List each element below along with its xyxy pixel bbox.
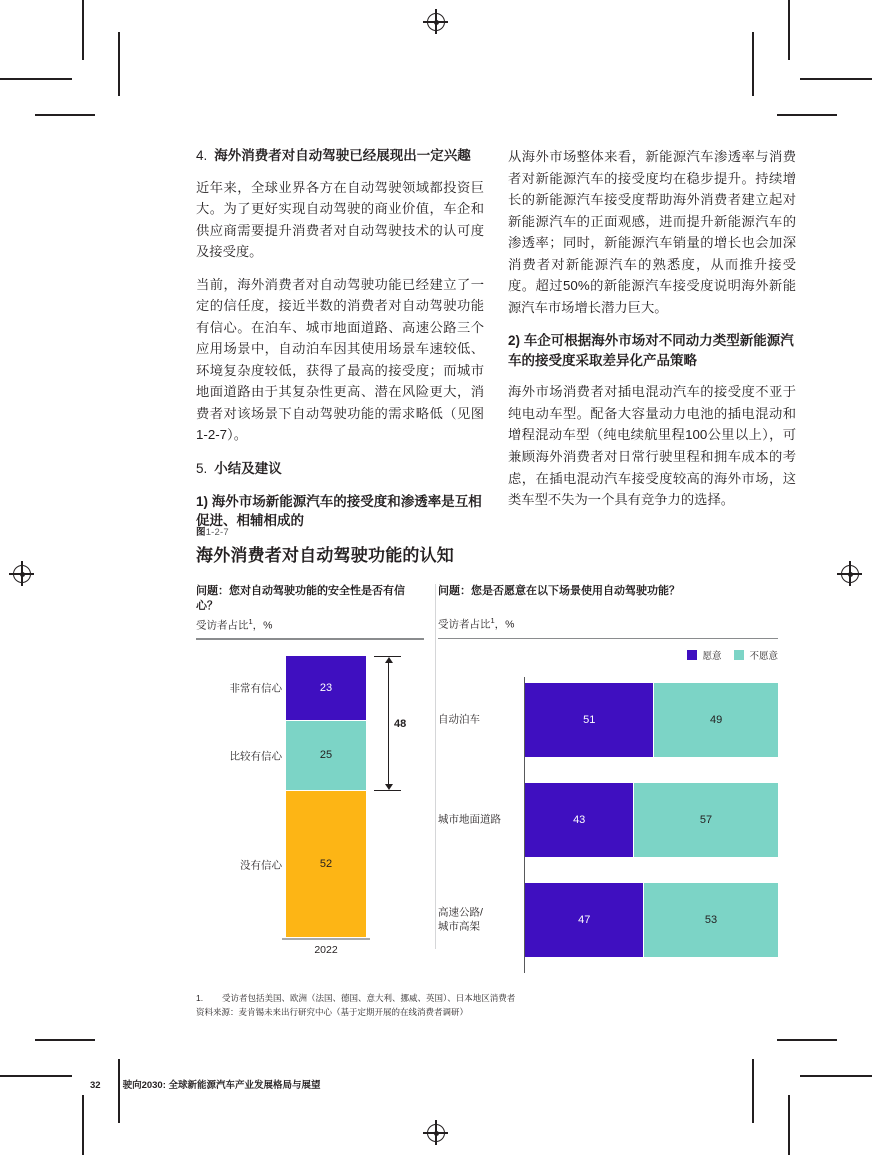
subheading-1: 1) 海外市场新能源汽车的接受度和渗透率是互相促进、相辅相成的	[196, 493, 482, 529]
legend-label-unwilling: 不愿意	[749, 651, 778, 663]
chart-legend	[438, 647, 778, 663]
footer-title: 驶向2030: 全球新能源汽车产业发展格局与展望	[122, 1080, 321, 1091]
chart-right-question: 问题：您是否愿意在以下场景使用自动驾驶功能？	[438, 585, 680, 597]
paragraph-left-2: 当前，海外消费者对自动驾驶功能已经建立了一定的信任度，接近半数的消费者对自动驾驶功能有信心。在泊车、城市地面道路、高速公路三个应用场景中，自动泊车因其使用场景车速较低、环境复杂度较低，获得了最高的接受度；而城市地面道路由于其复杂性更高、潜在风险更大，消费者对该场景下自动驾驶功能的需求略低（见图1-2-7）。	[196, 276, 484, 443]
bar-value-willing: 51	[583, 714, 596, 727]
exhibit-footnotes	[196, 992, 796, 1019]
bar-segment-unwilling	[654, 683, 778, 757]
bar-auto-parking	[525, 683, 778, 757]
section-heading-text: 海外消费者对自动驾驶已经展现出一定兴趣	[214, 148, 471, 163]
bar-value-unwilling: 57	[699, 814, 713, 827]
paragraph-right-1: 从海外市场整体来看，新能源汽车渗透率与消费者对新能源汽车的接受度均在稳步提升。持续增长的新能源汽车接受度帮助海外消费者建立起对新能源汽车的正面观感，进而提升新能源汽车的渗透率；同时，新能源汽车销量的增长也会加深消费者对新能源汽车的熟悉度，从而推升接受度。超过50%的新能源汽车接受度说明海外新能源汽车市场增长潜力巨大。	[508, 149, 796, 315]
chart-left-subtitle	[196, 617, 424, 639]
table-row	[438, 783, 778, 857]
section-heading-4	[196, 146, 484, 166]
chart-panel-left	[196, 584, 424, 979]
bar-label-line-1: 高速公路/	[438, 906, 483, 919]
bar-label-highway	[438, 907, 518, 934]
chart-left-subtitle-unit: ，%	[252, 619, 273, 632]
chart-right-rule	[438, 638, 778, 640]
bar-label-line-1: 城市地面道路	[438, 813, 501, 826]
page-footer	[90, 1077, 321, 1091]
exhibit-1-2-7	[196, 524, 796, 979]
bar-value-unwilling: 49	[709, 714, 723, 727]
footnote-1	[196, 992, 796, 1006]
section-heading-5	[196, 459, 484, 479]
legend-swatch-unwilling	[734, 650, 744, 660]
stack-segment-somewhat-confident	[286, 721, 366, 792]
stacked-column-category-labels	[196, 656, 282, 938]
exhibit-source: 资料来源：麦肯锡未来出行研究中心（基于定期开展的在线消费者调研）	[196, 1006, 469, 1017]
chart-left-subtitle-sup: 1	[248, 616, 253, 626]
paragraph-left-1: 近年来，全球业界各方在自动驾驶领域都投资巨大。为了更好实现自动驾驶的商业价值，车企和供应商需要提升消费者对自动驾驶技术的认可度及接受度。	[196, 179, 484, 260]
stack-value-somewhat-confident: 25	[319, 749, 333, 762]
chart-left-question: 问题：您对自动驾驶功能的安全性是否有信心？	[196, 585, 405, 613]
exhibit-panels	[196, 584, 796, 979]
section-number: 4.	[196, 148, 208, 163]
stack-value-very-confident: 23	[319, 681, 333, 694]
bar-label-urban-road	[438, 813, 518, 826]
footnote-text: 受访者包括美国、欧洲（法国、德国、意大利、挪威、英国）、日本地区消费者	[222, 993, 516, 1003]
stacked-column-baseline	[282, 938, 370, 941]
exhibit-label-prefix: 图	[196, 527, 206, 538]
horizontal-bar-chart	[438, 671, 778, 979]
chart-right-subtitle-unit: ，%	[494, 618, 515, 631]
bar-value-unwilling: 53	[704, 914, 718, 927]
footnote-mark: 1.	[196, 993, 204, 1003]
legend-item-unwilling	[734, 648, 778, 662]
chart-right-subtitle-text: 受访者占比	[438, 618, 491, 631]
category-label-very-confident: 非常有信心	[229, 682, 282, 695]
bracket-arrow-down-icon	[385, 784, 393, 790]
chart-panel-right	[438, 584, 778, 979]
text-column-left	[196, 146, 484, 542]
annotation-value: 48	[394, 717, 407, 730]
exhibit-number-value: 1-2-7	[205, 527, 229, 538]
stack-value-not-confident: 52	[319, 858, 333, 871]
stacked-column-bar	[286, 656, 366, 938]
bar-segment-willing	[525, 783, 634, 857]
bar-segment-unwilling	[634, 783, 778, 857]
table-row	[438, 683, 778, 757]
bar-segment-unwilling	[644, 883, 778, 957]
bar-label-line-1: 自动泊车	[438, 713, 480, 726]
legend-item-willing	[687, 648, 721, 662]
bar-label-line-2: 城市高架	[438, 920, 480, 933]
subheading-2: 2) 车企可根据海外市场对不同动力类型新能源汽车的接受度采取差异化产品策略	[508, 333, 794, 368]
annotation-bracket-48	[374, 656, 407, 791]
panel-divider	[435, 584, 436, 949]
category-label-not-confident: 没有信心	[240, 859, 282, 872]
text-column-right	[508, 146, 796, 522]
legend-label-willing: 愿意	[702, 651, 722, 663]
bar-highway	[525, 883, 778, 957]
legend-swatch-willing	[687, 650, 697, 660]
bar-segment-willing	[525, 683, 654, 757]
stacked-column-chart	[196, 656, 424, 964]
page-number: 32	[90, 1080, 101, 1091]
bar-value-willing: 47	[578, 914, 591, 927]
bar-urban-road	[525, 783, 778, 857]
exhibit-number	[196, 524, 796, 538]
exhibit-title: 海外消费者对自动驾驶功能的认知	[196, 546, 454, 565]
category-label-somewhat-confident: 比较有信心	[229, 750, 282, 763]
bar-label-auto-parking	[438, 713, 518, 726]
chart-left-rule	[196, 638, 424, 640]
paragraph-right-2: 海外市场消费者对插电混动汽车的接受度不亚于纯电动车型。配备大容量动力电池的插电混动和增程混动车型（纯电续航里程100公里以上），可兼顾海外消费者对日常行驶里程和拥车成本的考虑，在插电混动汽车接受度较高的海外市场，这类车型不失为一个具有竞争力的选择。	[508, 384, 796, 508]
chart-left-subtitle-text: 受访者占比	[196, 619, 249, 632]
chart-right-subtitle-sup: 1	[490, 616, 495, 625]
bracket-arrow-up-icon	[385, 657, 393, 663]
section-heading-text-2: 小结及建议	[214, 460, 282, 476]
stacked-column-x-label: 2022	[314, 943, 338, 956]
stack-segment-not-confident	[286, 791, 366, 938]
stack-segment-very-confident	[286, 656, 366, 721]
chart-right-subtitle	[438, 616, 778, 638]
bar-segment-willing	[525, 883, 644, 957]
bracket-line	[388, 659, 389, 788]
bar-value-willing: 43	[573, 814, 586, 827]
section-number-2: 5.	[196, 460, 208, 476]
table-row	[438, 883, 778, 957]
